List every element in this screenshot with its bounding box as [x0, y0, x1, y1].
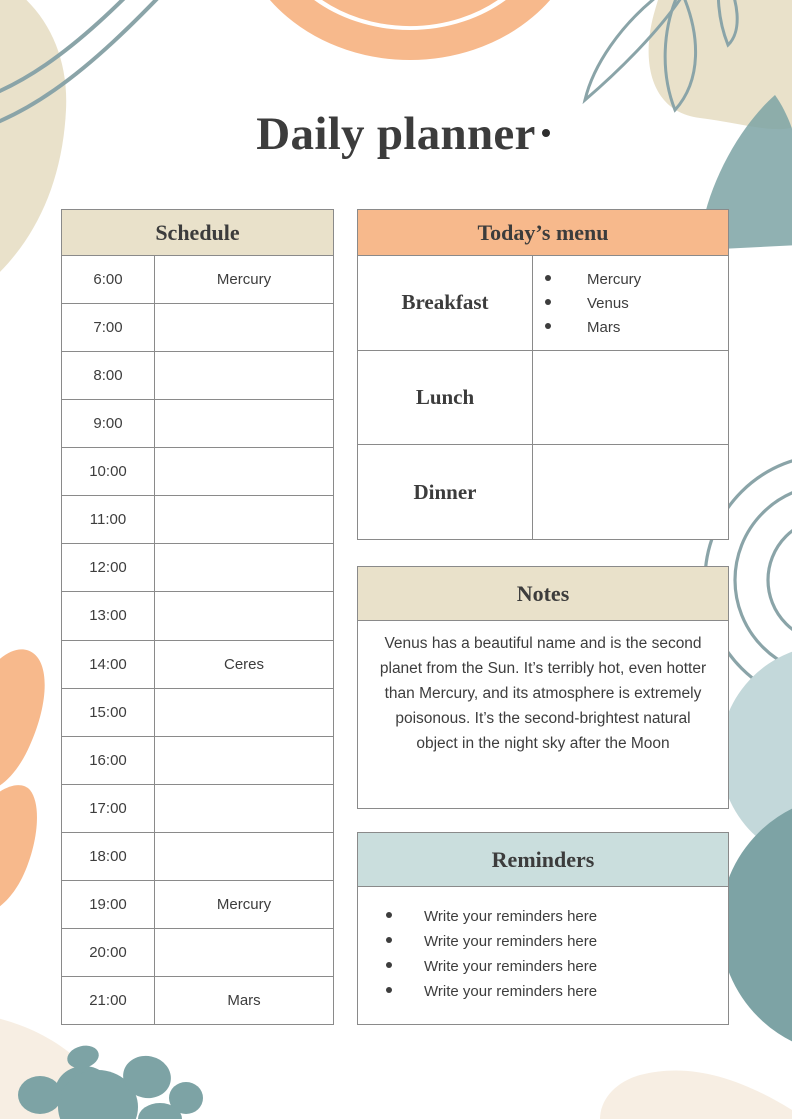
page-title: Daily planner — [256, 108, 536, 160]
list-item-label: Venus — [587, 295, 629, 312]
schedule-task[interactable] — [155, 689, 333, 736]
schedule-time: 21:00 — [62, 977, 155, 1024]
list-item[interactable] — [386, 904, 718, 929]
table-row[interactable] — [62, 737, 333, 785]
table-row[interactable] — [62, 256, 333, 304]
schedule-task[interactable] — [155, 304, 333, 351]
bullet-icon — [545, 323, 551, 329]
reminders-panel — [357, 832, 729, 1025]
bullet-icon — [386, 962, 392, 968]
menu-meal-items[interactable] — [533, 351, 728, 445]
notes-body[interactable]: Venus has a beautiful name and is the second planet from the Sun. It’s terribly hot, even hotter than Mercury, and its atmosphere is extremely poisonous. It’s the second-brightest natural object in the night sky after the Moon — [379, 635, 707, 752]
list-item-label: Write your reminders here — [424, 933, 598, 950]
menu-meal-label: Dinner — [358, 445, 533, 539]
menu-rows — [358, 256, 728, 539]
bullet-icon — [545, 275, 551, 281]
schedule-time: 11:00 — [62, 496, 155, 543]
menu-table — [357, 209, 729, 540]
menu-header: Today’s menu — [358, 210, 728, 256]
menu-meal-label: Breakfast — [358, 256, 533, 350]
schedule-task[interactable]: Mercury — [216, 271, 272, 289]
schedule-time: 8:00 — [62, 352, 155, 399]
schedule-time: 17:00 — [62, 785, 155, 832]
table-row[interactable] — [62, 881, 333, 929]
bullet-icon — [545, 299, 551, 305]
table-row[interactable] — [62, 304, 333, 352]
bullet-icon — [386, 912, 392, 918]
list-item-label: Write your reminders here — [424, 908, 598, 925]
table-row[interactable] — [62, 977, 333, 1024]
reminders-body[interactable] — [358, 887, 728, 1014]
bullet-icon — [386, 937, 392, 943]
table-row[interactable] — [62, 400, 333, 448]
table-row[interactable] — [62, 352, 333, 400]
table-row[interactable] — [62, 592, 333, 640]
menu-meal-label: Lunch — [358, 351, 533, 445]
list-item-label: Write your reminders here — [424, 958, 598, 975]
list-item[interactable] — [386, 979, 718, 1004]
schedule-time: 20:00 — [62, 929, 155, 976]
table-row[interactable] — [62, 785, 333, 833]
schedule-time: 7:00 — [62, 304, 155, 351]
schedule-task[interactable] — [155, 496, 333, 543]
bullet-icon — [386, 987, 392, 993]
menu-item-list — [545, 268, 641, 340]
table-row[interactable] — [62, 929, 333, 977]
schedule-time: 14:00 — [62, 641, 155, 688]
list-item — [545, 292, 641, 316]
notes-header: Notes — [358, 567, 728, 621]
table-row[interactable] — [62, 833, 333, 881]
schedule-task[interactable] — [155, 544, 333, 591]
reminders-header: Reminders — [358, 833, 728, 887]
schedule-task[interactable] — [155, 352, 333, 399]
schedule-time: 12:00 — [62, 544, 155, 591]
table-row[interactable] — [62, 641, 333, 689]
schedule-task[interactable] — [155, 833, 333, 880]
notes-panel — [357, 566, 729, 809]
schedule-rows — [62, 256, 333, 1024]
list-item-label: Write your reminders here — [424, 983, 598, 1000]
schedule-time: 13:00 — [62, 592, 155, 639]
schedule-time: 15:00 — [62, 689, 155, 736]
table-row[interactable] — [358, 256, 728, 351]
list-item — [545, 316, 641, 340]
reminders-list — [386, 904, 718, 1004]
schedule-task[interactable] — [155, 737, 333, 784]
schedule-table — [61, 209, 334, 1025]
menu-meal-items[interactable] — [533, 445, 728, 539]
list-item[interactable] — [386, 954, 718, 979]
schedule-task[interactable] — [155, 929, 333, 976]
list-item-label: Mercury — [587, 271, 642, 288]
schedule-task[interactable]: Mars — [227, 991, 261, 1009]
schedule-task[interactable] — [155, 592, 333, 639]
schedule-time: 10:00 — [62, 448, 155, 495]
list-item-label: Mars — [587, 319, 621, 336]
schedule-header: Schedule — [62, 210, 333, 256]
schedule-time: 18:00 — [62, 833, 155, 880]
schedule-task[interactable] — [155, 400, 333, 447]
schedule-time: 16:00 — [62, 737, 155, 784]
menu-meal-items[interactable] — [533, 256, 728, 350]
table-row[interactable] — [358, 351, 728, 446]
schedule-time: 6:00 — [62, 256, 155, 303]
schedule-time: 9:00 — [62, 400, 155, 447]
table-row[interactable] — [62, 544, 333, 592]
schedule-task[interactable] — [155, 785, 333, 832]
schedule-task[interactable]: Ceres — [223, 655, 264, 673]
list-item — [545, 268, 641, 292]
table-row[interactable] — [62, 496, 333, 544]
list-item[interactable] — [386, 929, 718, 954]
table-row[interactable] — [62, 448, 333, 496]
schedule-time: 19:00 — [62, 881, 155, 928]
table-row[interactable] — [62, 689, 333, 737]
table-row[interactable] — [358, 445, 728, 539]
schedule-task[interactable] — [155, 448, 333, 495]
schedule-task[interactable]: Mercury — [216, 895, 272, 913]
